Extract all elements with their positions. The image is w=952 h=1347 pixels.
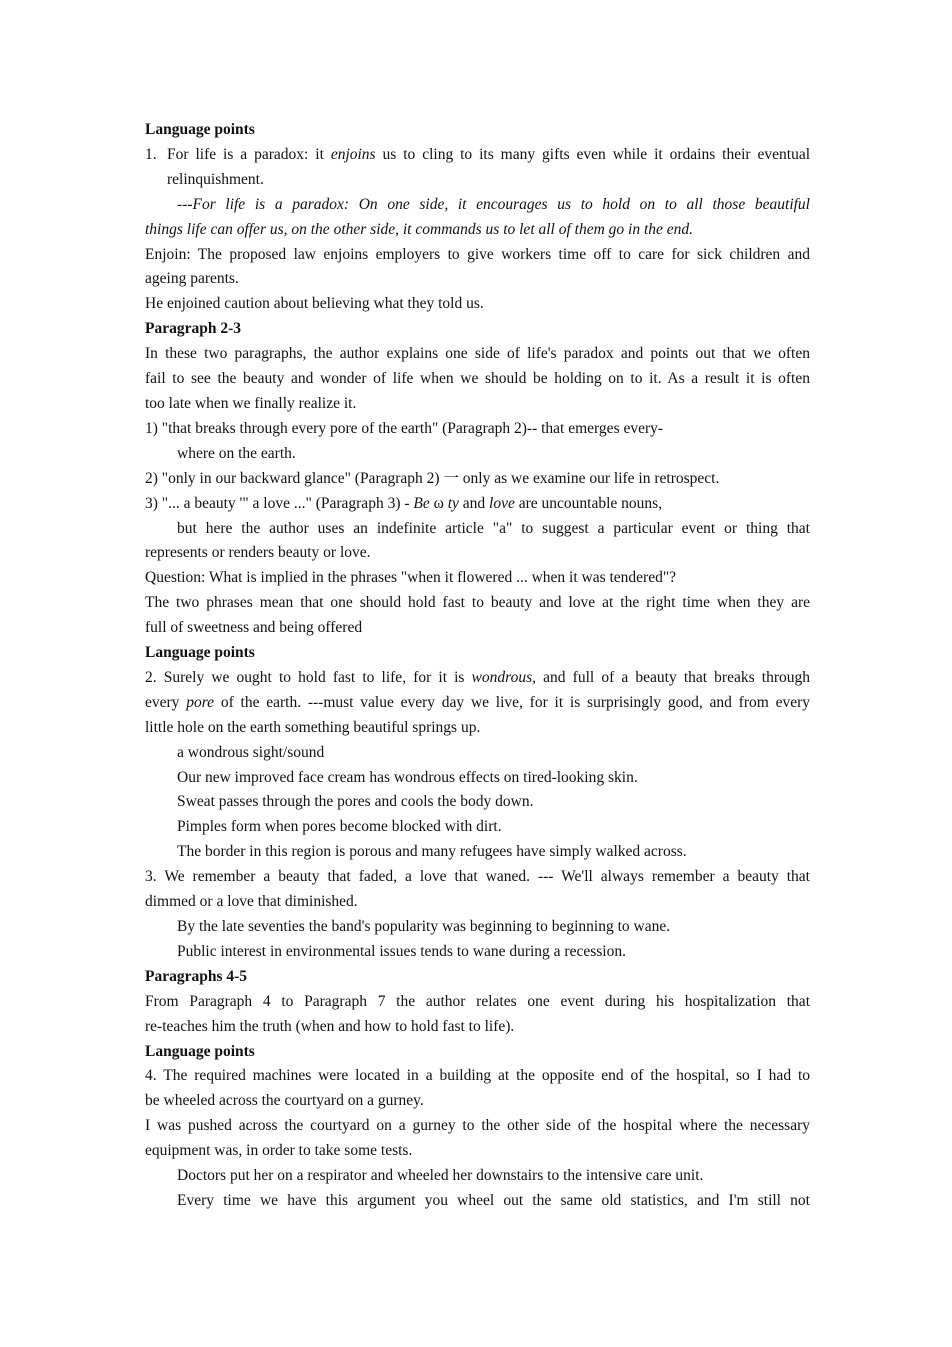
point-4-line-3: I was pushed across the courtyard on a gurney to the other side of the hospital where the necessary xyxy=(145,1117,810,1135)
heading-language-points-2: Language points xyxy=(145,644,255,662)
point-2-text-d: of the earth. ---must value every day we live, for it is surprisingly good, and from every xyxy=(214,693,810,711)
point-3-line-2: dimmed or a love that diminished. xyxy=(145,893,358,911)
point-2-pore: pore xyxy=(186,693,215,711)
quote-1-line-1: 1) "that breaks through every pore of the earth" (Paragraph 2)-- that emerges every- xyxy=(145,419,664,437)
paragraph-2-3-line-2: fail to see the beauty and wonder of life when we should be holding on to it. As a result it is often xyxy=(145,370,810,388)
example-porous: The border in this region is porous and many refugees have simply walked across. xyxy=(177,843,687,861)
point-2-text-b: and full of a beauty that breaks through xyxy=(536,668,810,686)
quote-3-be: Be xyxy=(413,494,430,512)
quote-3-text-b: are uncountable nouns, xyxy=(514,494,663,512)
enjoin-example-2: He enjoined caution about believing what they told us. xyxy=(145,295,484,313)
point-2-line-3: little hole on the earth something beautiful springs up. xyxy=(145,718,481,736)
example-wondrous-2: Our new improved face cream has wondrous effects on tired-looking skin. xyxy=(177,768,638,786)
point-1-text-a: For life is a paradox: it xyxy=(167,145,331,163)
point-1-text-b: us to cling to its many gifts even while it ordains their eventual xyxy=(375,145,810,163)
quote-1-line-2: where on the earth. xyxy=(177,444,296,462)
quote-3-line-3: represents or renders beauty or love. xyxy=(145,544,371,562)
quote-3-symbol: ω xyxy=(429,494,448,512)
quote-3-line-1 xyxy=(145,492,810,517)
example-wane-1: By the late seventies the band's popularity was beginning to beginning to wane. xyxy=(177,918,671,935)
point-2-text-a: 2. Surely we ought to hold fast to life, for it is xyxy=(145,668,472,686)
example-pore-2: Pimples form when pores become blocked with dirt. xyxy=(177,818,502,836)
quote-3-text-a: 3) "... a beauty '" a love ..." (Paragraph 3) - xyxy=(145,494,414,512)
point-1-enjoins: enjoins xyxy=(330,145,376,163)
point-1-translation-1: ---For life is a paradox: On one side, it encourages us to hold on to all those beautiful xyxy=(177,195,810,213)
point-2-wondrous: wondrous, xyxy=(471,668,537,686)
enjoin-example-1b: ageing parents. xyxy=(145,270,239,288)
point-4-line-4: equipment was, in order to take some tests. xyxy=(145,1142,413,1160)
paragraph-2-3-line-1: In these two paragraphs, the author explains one side of life's paradox and points out that we often xyxy=(145,345,810,363)
paragraph-2-3-line-3: too late when we finally realize it. xyxy=(145,394,357,412)
point-4-line-1: 4. The required machines were located in a building at the opposite end of the hospital, so I had to xyxy=(145,1067,810,1085)
point-2-text-c: every xyxy=(145,693,187,711)
paragraphs-4-5-line-2: re-teaches him the truth (when and how to hold fast to life). xyxy=(145,1017,515,1035)
heading-paragraph-2-3: Paragraph 2-3 xyxy=(145,320,242,338)
point-2-line-1 xyxy=(145,666,810,691)
heading-paragraphs-4-5: Paragraphs 4-5 xyxy=(145,967,248,985)
quote-3-ty: ty xyxy=(447,494,459,512)
point-4-line-2: be wheeled across the courtyard on a gurney. xyxy=(145,1092,424,1110)
paragraphs-4-5-line-1: From Paragraph 4 to Paragraph 7 the author relates one event during his hospitalization that xyxy=(145,992,810,1010)
example-wane-2: Public interest in environmental issues tends to wane during a recession. xyxy=(177,942,626,960)
example-wheel-1: Doctors put her on a respirator and wheeled her downstairs to the intensive care unit. xyxy=(177,1167,704,1185)
quote-3-love: love xyxy=(489,494,515,512)
answer-line-1: The two phrases mean that one should hold fast to beauty and love at the right time when they are xyxy=(145,594,810,612)
question: Question: What is implied in the phrases "when it flowered ... when it was tendered"? xyxy=(145,569,677,587)
document-page xyxy=(145,118,810,1214)
quote-3-line-2: but here the author uses an indefinite article "a" to suggest a particular event or thing that xyxy=(177,519,810,537)
example-wondrous-1: a wondrous sight/sound xyxy=(177,743,325,761)
point-1-line-2: relinquishment. xyxy=(167,170,264,188)
quote-2: 2) "only in our backward glance" (Paragraph 2) 一 only as we examine our life in retrospect. xyxy=(145,469,720,487)
quote-3-and: and xyxy=(458,494,490,512)
example-pore-1: Sweat passes through the pores and cools the body down. xyxy=(177,793,534,811)
point-3-line-1: 3. We remember a beauty that faded, a love that waned. --- We'll always remember a beauty that xyxy=(145,868,810,886)
heading-language-points-1: Language points xyxy=(145,121,255,138)
example-wheel-2: Every time we have this argument you wheel out the same old statistics, and I'm still not xyxy=(177,1191,810,1209)
heading-language-points-3: Language points xyxy=(145,1042,255,1060)
point-1-number: 1. xyxy=(145,145,157,163)
point-1-translation-2: things life can offer us, on the other side, it commands us to let all of them go in the end. xyxy=(145,220,694,238)
enjoin-example-1a: Enjoin: The proposed law enjoins employers to give workers time off to care for sick children and xyxy=(145,245,810,263)
point-1-line-1 xyxy=(145,143,810,168)
answer-line-2: full of sweetness and being offered xyxy=(145,619,363,637)
point-2-line-2 xyxy=(145,691,810,716)
